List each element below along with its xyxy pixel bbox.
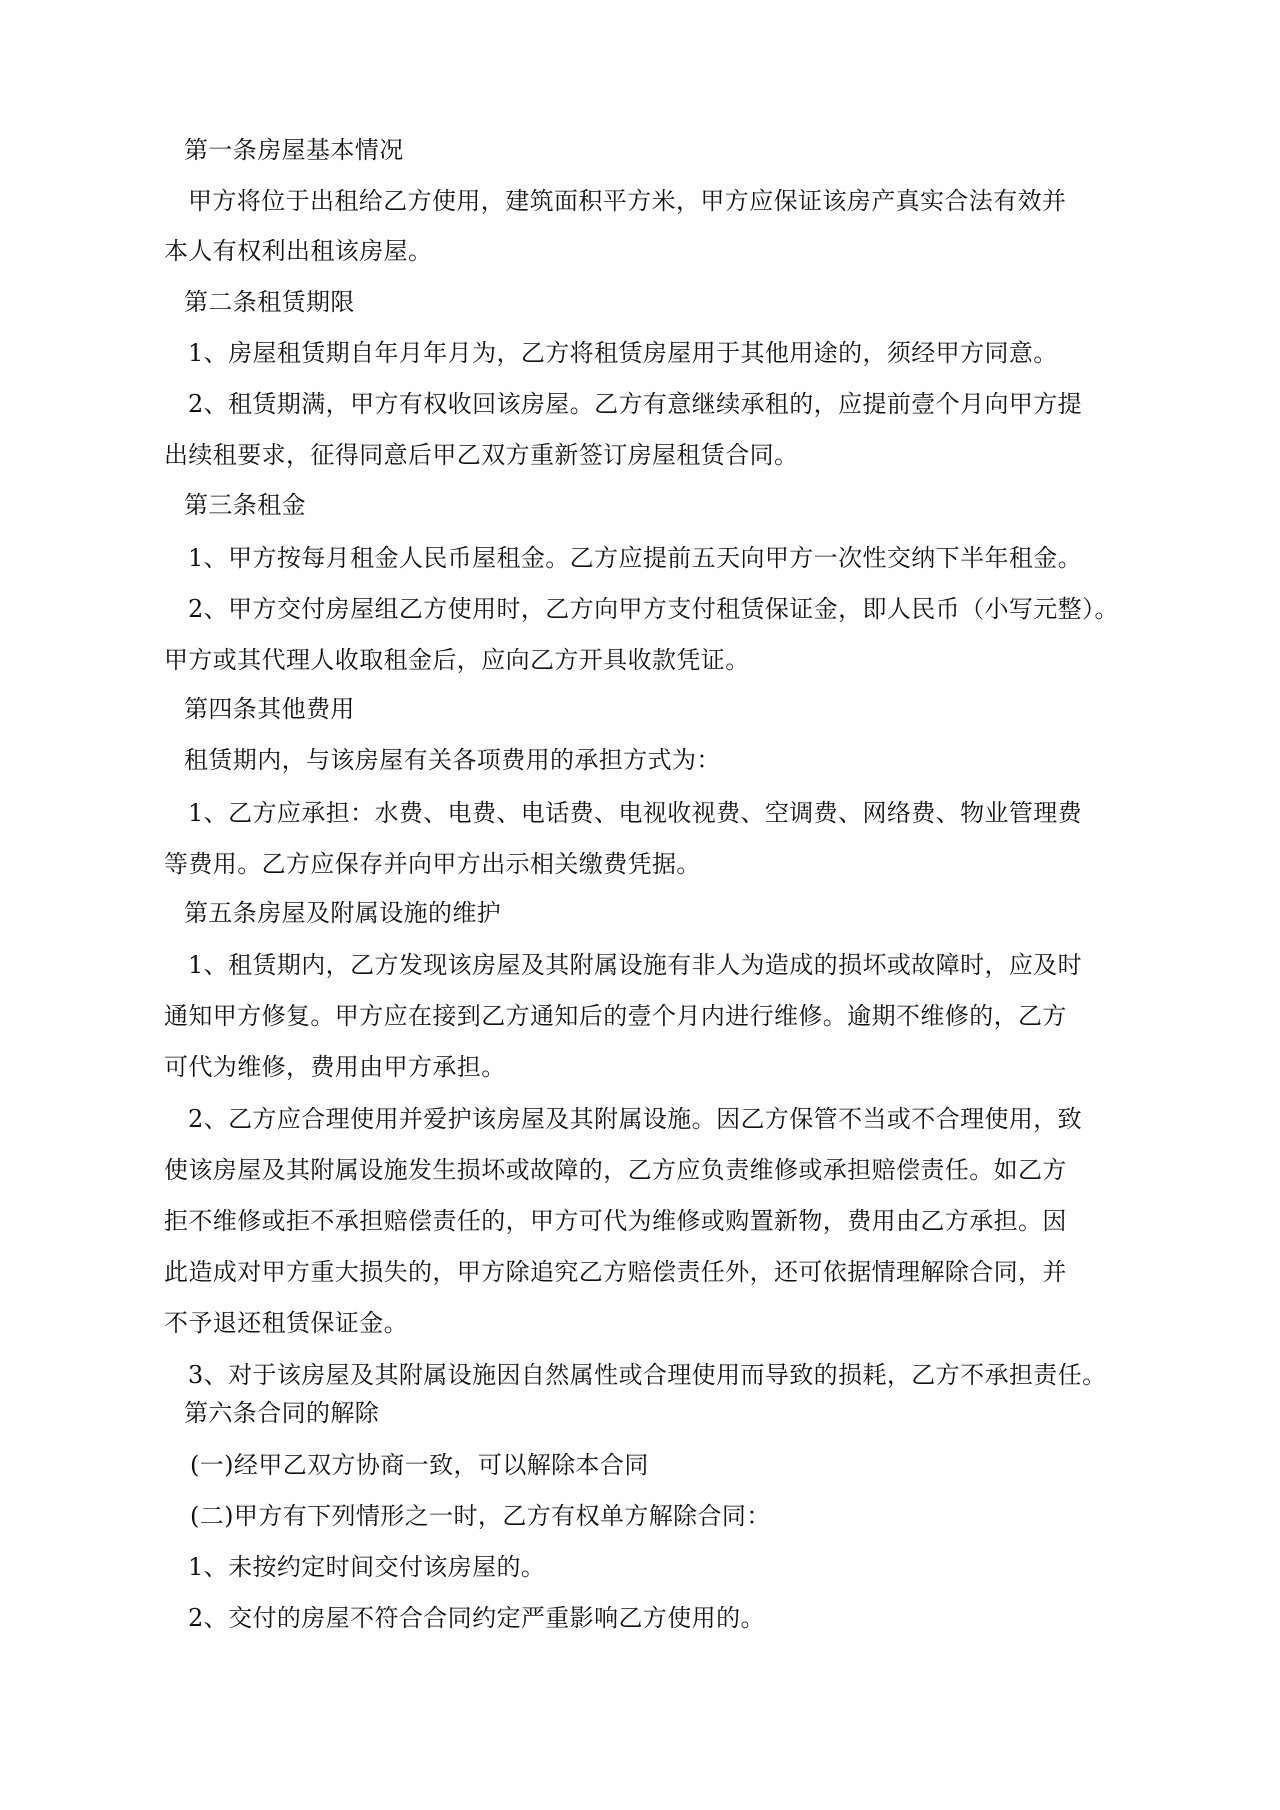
paragraph-line: 本人有权利出租该房屋。 bbox=[164, 237, 433, 265]
paragraph-line: 2、租赁期满，甲方有权收回该房屋。乙方有意继续承租的，应提前壹个月向甲方提 bbox=[188, 390, 1083, 418]
paragraph-line: 1、甲方按每月租金人民币屋租金。乙方应提前五天向甲方一次性交纳下半年租金。 bbox=[188, 544, 1083, 572]
paragraph-line: (二)甲方有下列情形之一时，乙方有权单方解除合同： bbox=[190, 1502, 771, 1530]
paragraph-line: 2、甲方交付房屋组乙方使用时，乙方向甲方支付租赁保证金，即人民币（小写元整）。 bbox=[188, 595, 1119, 623]
paragraph-line: (一)经甲乙双方协商一致，可以解除本合同 bbox=[190, 1451, 649, 1479]
paragraph-line: 可代为维修，费用由甲方承担。 bbox=[164, 1053, 506, 1081]
article-1-heading: 第一条房屋基本情况 bbox=[184, 136, 404, 164]
paragraph-line: 2、交付的房屋不符合合同约定严重影响乙方使用的。 bbox=[188, 1604, 765, 1632]
paragraph-line: 2、乙方应合理使用并爱护该房屋及其附属设施。因乙方保管不当或不合理使用，致 bbox=[188, 1105, 1083, 1133]
paragraph-line: 甲方将位于出租给乙方使用，建筑面积平方米，甲方应保证该房产真实合法有效并 bbox=[188, 187, 1067, 215]
article-3-heading: 第三条租金 bbox=[184, 491, 306, 519]
article-6-heading: 第六条合同的解除 bbox=[184, 1399, 380, 1427]
article-2-heading: 第二条租赁期限 bbox=[184, 288, 355, 316]
paragraph-line: 拒不维修或拒不承担赔偿责任的，甲方可代为维修或购置新物，费用由乙方承担。因 bbox=[164, 1207, 1067, 1235]
paragraph-line: 出续租要求，征得同意后甲乙双方重新签订房屋租赁合同。 bbox=[164, 441, 799, 469]
paragraph-line: 1、租赁期内，乙方发现该房屋及其附属设施有非人为造成的损坏或故障时，应及时 bbox=[188, 951, 1083, 979]
paragraph-line: 此造成对甲方重大损失的，甲方除追究乙方赔偿责任外，还可依据情理解除合同，并 bbox=[164, 1258, 1067, 1286]
paragraph-line: 1、未按约定时间交付该房屋的。 bbox=[188, 1553, 546, 1581]
paragraph-line: 租赁期内，与该房屋有关各项费用的承担方式为： bbox=[184, 746, 721, 774]
paragraph-line: 通知甲方修复。甲方应在接到乙方通知后的壹个月内进行维修。逾期不维修的，乙方 bbox=[164, 1002, 1067, 1030]
paragraph-line: 1、乙方应承担：水费、电费、电话费、电视收视费、空调费、网络费、物业管理费 bbox=[188, 799, 1083, 827]
paragraph-line: 不予退还租赁保证金。 bbox=[164, 1309, 408, 1337]
article-5-heading: 第五条房屋及附属设施的维护 bbox=[184, 899, 502, 927]
article-4-heading: 第四条其他费用 bbox=[184, 695, 355, 723]
paragraph-line: 3、对于该房屋及其附属设施因自然属性或合理使用而导致的损耗，乙方不承担责任。 bbox=[188, 1361, 1107, 1389]
paragraph-line: 甲方或其代理人收取租金后，应向乙方开具收款凭证。 bbox=[164, 646, 750, 674]
paragraph-line: 1、房屋租赁期自年月年月为，乙方将租赁房屋用于其他用途的，须经甲方同意。 bbox=[188, 339, 1058, 367]
paragraph-line: 等费用。乙方应保存并向甲方出示相关缴费凭据。 bbox=[164, 850, 701, 878]
paragraph-line: 使该房屋及其附属设施发生损坏或故障的，乙方应负责维修或承担赔偿责任。如乙方 bbox=[164, 1156, 1067, 1184]
